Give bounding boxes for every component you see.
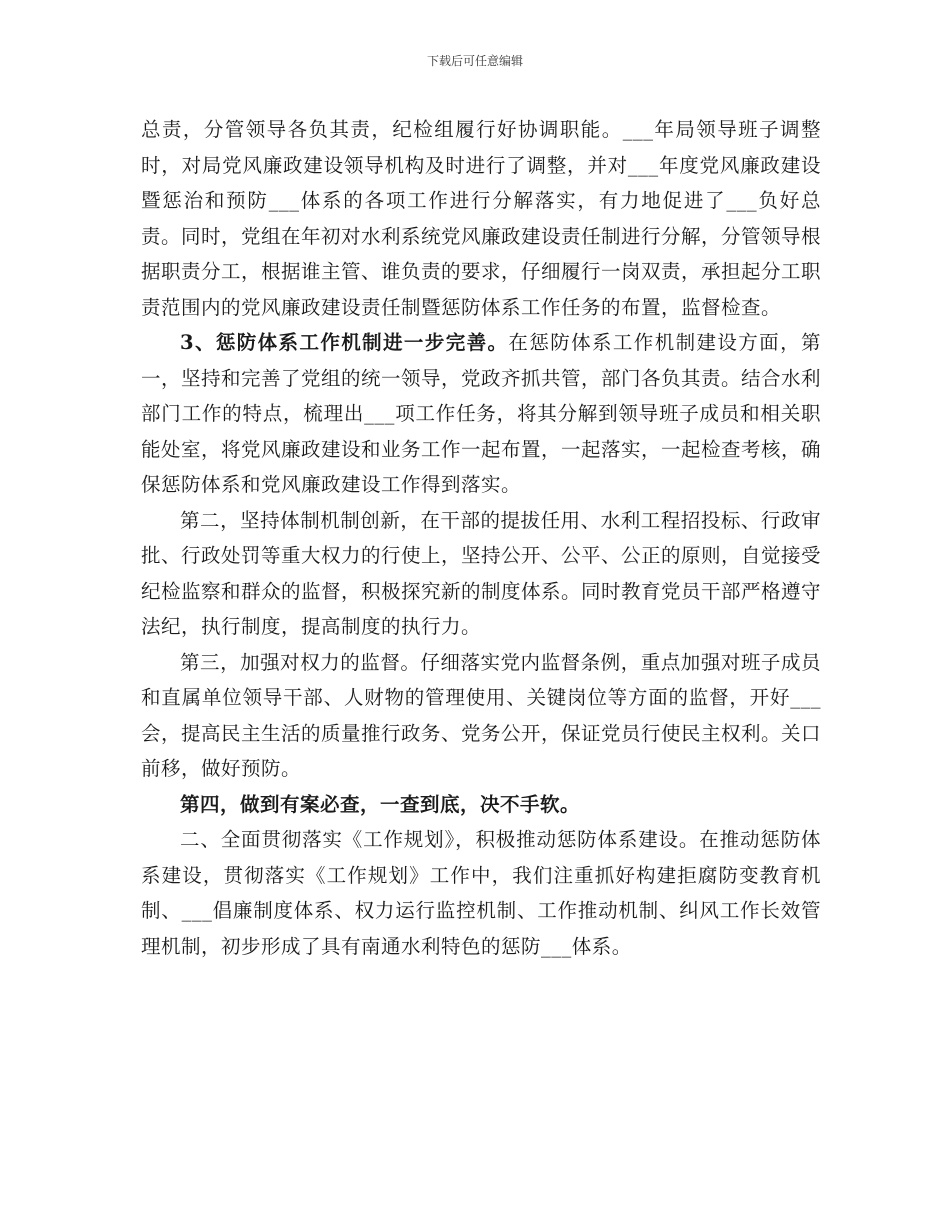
paragraph-second: 第二，坚持体制机制创新，在干部的提拔任用、水利工程招投标、行政审批、行政处罚等重大权力的行使上，坚持公开、公平、公正的原则，自觉接受纪检监察和群众的监督，积极探究新的制度体系。同时教育党员干部严格遵守法纪，执行制度，提高制度的执行力。	[141, 508, 822, 638]
paragraph-mechanism-body: 在惩防体系工作机制建设方面，第一，坚持和完善了党组的统一领导，党政齐抓共管，部门各负其责。结合水利部门工作的特点，梳理出___项工作任务，将其分解到领导班子成员和相关职能处室，将党风廉政建设和业务工作一起布置，一起落实，一起检查考核，确保惩防体系和党风廉政建设工作得到落实。	[141, 331, 822, 496]
paragraph-responsibility: 总责，分管领导各负其责，纪检组履行好协调职能。___年局领导班子调整时，对局党风廉政建设领导机构及时进行了调整，并对___年度党风廉政建设暨惩治和预防___体系的各项工作进行分解落实，有力地促进了___负好总责。同时，党组在年初对水利系统党风廉政建设责任制进行分解，分管领导根据职责分工，根据谁主管、谁负责的要求，仔细履行一岗双责，承担起分工职责范围内的党风廉政建设责任制暨惩防体系工作任务的布置，监督检查。	[141, 118, 822, 319]
paragraph-mechanism	[141, 325, 821, 503]
document-body	[141, 112, 821, 964]
page-header-note: 下载后可任意编辑	[426, 54, 523, 68]
paragraph-section-two: 二、全面贯彻落实《工作规划》，积极推动惩防体系建设。在推动惩防体系建设，贯彻落实《工作规划》工作中，我们注重抓好构建拒腐防变教育机制、___倡廉制度体系、权力运行监控机制、工作推动机制、纠风工作长效管理机制，初步形成了具有南通水利特色的惩防___体系。	[141, 828, 821, 958]
paragraph-fourth: 第四，做到有案必查，一查到底，决不手软。	[180, 792, 581, 816]
section-heading-mechanism: 3、惩防体系工作机制进一步完善。	[180, 331, 509, 354]
paragraph-third: 第三，加强对权力的监督。仔细落实党内监督条例，重点加强对班子成员和直属单位领导干部、人财物的管理使用、关键岗位等方面的监督，开好___会，提高民主生活的质量推行政务、党务公开，保证党员行使民主权利。关口前移，做好预防。	[141, 650, 822, 780]
